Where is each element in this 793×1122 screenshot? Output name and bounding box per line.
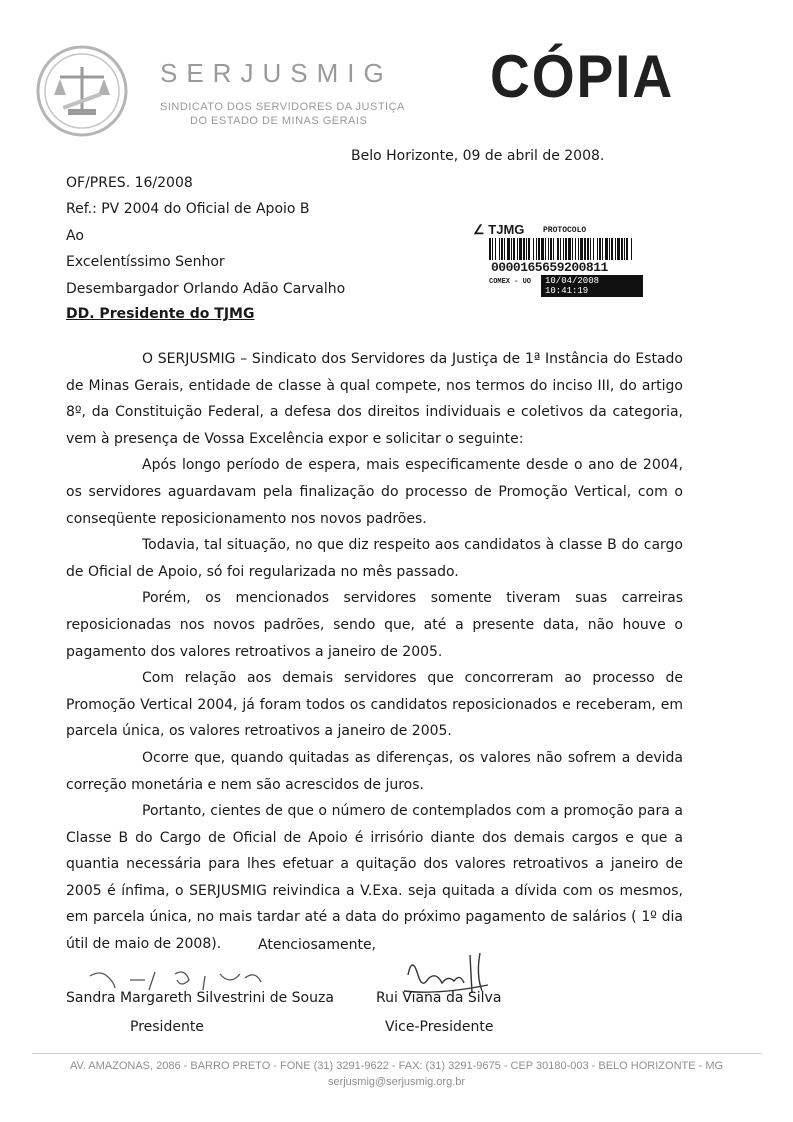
protocol-org-label: ∠ TJMG: [473, 222, 525, 237]
recipient-title: DD. Presidente do TJMG: [66, 306, 255, 322]
oficio-number: OF/PRES. 16/2008: [66, 175, 193, 191]
copy-stamp: CÓPIA: [490, 43, 675, 110]
protocol-label: PROTOCOLO: [543, 226, 587, 235]
signatory-name: Sandra Margareth Silvestrini de Souza: [66, 990, 334, 1006]
protocol-sector: COMEX - UO: [489, 278, 532, 286]
body-paragraph: Portanto, cientes de que o número de contemplados com a promoção para a Classe B do Cargo de Oficial de Apoio é irrisório diante dos demais cargos e que a quantia necessária para lhes efetuar a quitação dos valores retroativos a janeiro de 2005 é ínfima, o SERJUSMIG reivindica a V.Exa. seja quitada a dívida com os mesmos, em parcela única, no mais tardar até a data do próximo pagamento de salários ( 1º dia útil de maio de 2008).: [66, 803, 683, 953]
body-paragraph: Após longo período de espera, mais especificamente desde o ano de 2004, os servidores aguardavam pela finalização do processo de Promoção Vertical, com o conseqüente reposicionamento nos novos padrões.: [66, 457, 683, 527]
signatory-role: Vice-Presidente: [385, 1019, 494, 1035]
body-paragraph: Todavia, tal situação, no que diz respeito aos candidatos à classe B do cargo de Oficial de Apoio, só foi regularizada no mês passado.: [66, 537, 683, 580]
signatory-role: Presidente: [130, 1019, 204, 1035]
body-paragraph: Porém, os mencionados servidores somente tiveram suas carreiras reposicionadas nos novos padrões, sendo que, até a presente data, não houve o pagamento dos valores retroativos a janeiro de 2005.: [66, 590, 683, 660]
barcode-icon: [489, 238, 634, 260]
addressee-prefix: Ao: [66, 228, 84, 244]
signatory-name: Rui Viana da Silva: [376, 990, 502, 1006]
footer-email: serjusmig@serjusmig.org.br: [327, 1076, 466, 1088]
org-subtitle-line-2: DO ESTADO DE MINAS GERAIS: [190, 115, 368, 127]
footer-divider: [32, 1053, 762, 1054]
body-paragraph: O SERJUSMIG – Sindicato dos Servidores da Justiça de 1ª Instância do Estado de Minas Gerais, entidade de classe à qual compete, nos termos do inciso III, do artigo 8º, da Constituição Federal, a defesa dos direitos individuais e coletivos da categoria, vem à presença de Vossa Excelência expor e solicitar o seguinte:: [66, 351, 683, 447]
protocol-stamp: [473, 220, 643, 295]
footer-address: AV. AMAZONAS, 2086 - BARRO PRETO - FONE (31) 3291-9622 - FAX: (31) 3291-9675 - CEP 30180-003 - BELO HORIZONTE - MG: [69, 1060, 724, 1072]
body-paragraph: Com relação aos demais servidores que concorreram ao processo de Promoção Vertical 2004, já foram todos os candidatos reposicionados e receberam, em parcela única, os valores retroativos a janeiro de 2005.: [66, 670, 683, 740]
body-paragraph: Ocorre que, quando quitadas as diferenças, os valores não sofrem a devida correção monetária e nem são acrescidos de juros.: [66, 749, 683, 793]
closing: Atenciosamente,: [258, 937, 377, 953]
protocol-number: 0000165659200811: [491, 260, 608, 275]
org-subtitle-line-1: SINDICATO DOS SERVIDORES DA JUSTIÇA: [160, 101, 405, 113]
salutation: Excelentíssimo Senhor: [66, 254, 225, 270]
logo-seal-icon: [36, 45, 128, 137]
org-name: SERJUSMIG: [160, 58, 393, 88]
recipient-name: Desembargador Orlando Adão Carvalho: [66, 281, 346, 297]
date-line: Belo Horizonte, 09 de abril de 2008.: [351, 148, 605, 164]
protocol-org: TJMG: [488, 222, 525, 237]
protocol-datetime: 10/04/2008 10:41:19: [541, 275, 643, 297]
reference-line: Ref.: PV 2004 do Oficial de Apoio B: [66, 201, 310, 217]
letter-body: [66, 346, 683, 958]
